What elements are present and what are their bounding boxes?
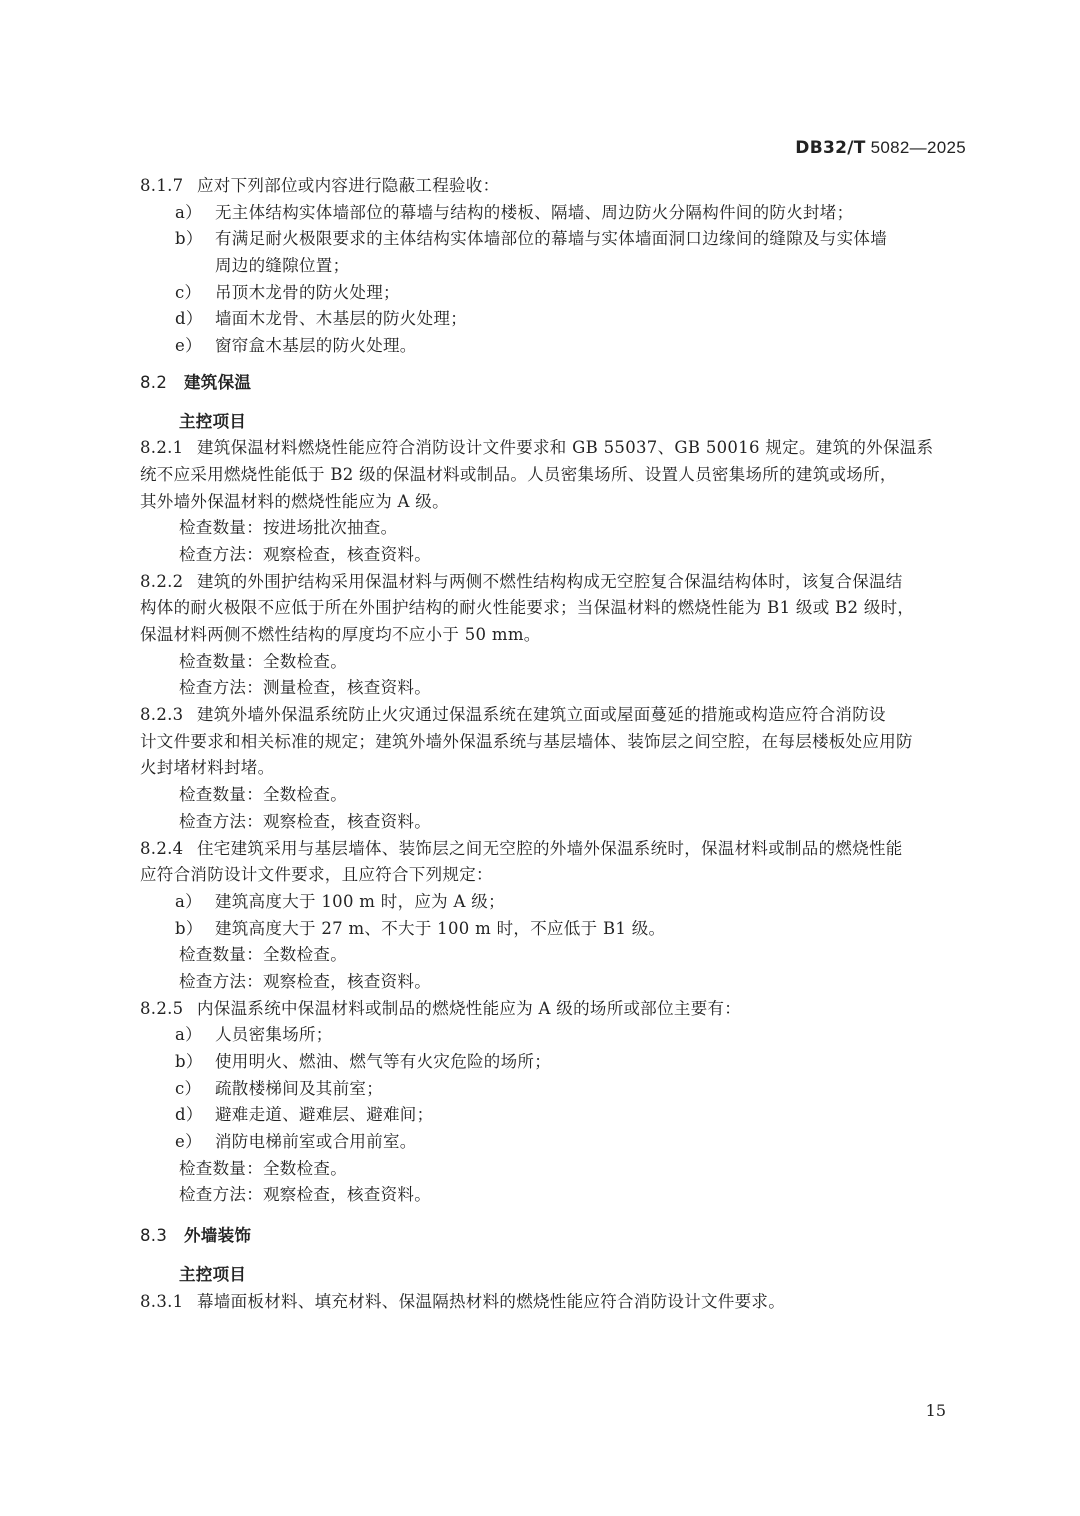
clause-number: 8.2.5	[140, 998, 184, 1018]
item-label: d）	[175, 1105, 203, 1125]
clause-text-line: 应符合消防设计文件要求，且应符合下列规定：	[140, 865, 493, 885]
item-text: 有满足耐火极限要求的主体结构实体墙部位的幕墙与实体墙面洞口边缘间的缝隙及与实体墙	[215, 229, 887, 249]
standard-prefix: DB32/T	[795, 138, 866, 158]
list-item	[140, 280, 966, 307]
clause-text-line: 构体的耐火极限不应低于所在外围护结构的耐火性能要求；当保温材料的燃烧性能为 B1 级或 B2 级时，	[140, 598, 915, 618]
item-label: a）	[175, 1025, 202, 1045]
clause-text: 住宅建筑采用与基层墙体、装饰层之间无空腔的外墙外保温系统时，保温材料或制品的燃烧性能	[197, 838, 903, 858]
clause-text-line: 统不应采用燃烧性能低于 B2 级的保温材料或制品。人员密集场所、设置人员密集场所的建筑或场所，	[140, 464, 897, 484]
clause-text: 应对下列部位或内容进行隐蔽工程验收：	[197, 176, 500, 195]
section-heading-8-3	[140, 1223, 966, 1250]
inspection-method: 检查方法：观察检查，核查资料。	[179, 544, 431, 564]
item-text: 无主体结构实体墙部位的幕墙与结构的楼板、隔墙、周边防火分隔构件间的防火封堵；	[215, 202, 854, 222]
inspection-method: 检查方法：测量检查，核查资料。	[179, 678, 431, 698]
section-title: 外墙装饰	[184, 1226, 252, 1246]
list-item	[140, 226, 966, 253]
list-item	[140, 1049, 966, 1076]
inspection-quantity: 检查数量：全数检查。	[179, 651, 347, 671]
inspection-quantity: 检查数量：全数检查。	[179, 945, 347, 965]
item-label: c）	[175, 282, 202, 302]
clause-text-line: 其外墙外保温材料的燃烧性能应为 A 级。	[140, 491, 449, 511]
list-item	[140, 1076, 966, 1103]
page-number: 15	[925, 1401, 946, 1420]
inspection-method: 检查方法：观察检查，核查资料。	[179, 971, 431, 991]
item-label: e）	[175, 336, 202, 356]
clause-text-line: 计文件要求和相关标准的规定；建筑外墙外保温系统与基层墙体、装饰层之间空腔，在每层楼板处应用防	[140, 731, 913, 751]
clause-8-2-5	[140, 996, 966, 1023]
item-text: 人员密集场所；	[215, 1025, 333, 1045]
item-label: b）	[175, 918, 203, 938]
inspection-method: 检查方法：观察检查，核查资料。	[179, 811, 431, 831]
inspection-method: 检查方法：观察检查，核查资料。	[179, 1185, 431, 1205]
list-item	[140, 889, 966, 916]
clause-number: 8.2.3	[140, 705, 184, 725]
clause-number: 8.1.7	[140, 176, 184, 195]
list-item	[140, 1129, 966, 1156]
item-text: 疏散楼梯间及其前室；	[215, 1078, 383, 1098]
subheading-main-control: 主控项目	[179, 1264, 247, 1284]
inspection-quantity: 检查数量：全数检查。	[179, 1158, 347, 1178]
item-continuation: 周边的缝隙位置；	[215, 256, 350, 276]
item-text: 使用明火、燃油、燃气等有火灾危险的场所；	[215, 1052, 551, 1071]
item-text: 吊顶木龙骨的防火处理；	[215, 282, 400, 302]
clause-8-2-1	[140, 435, 966, 462]
item-label: a）	[175, 202, 202, 222]
clause-number: 8.2.2	[140, 571, 184, 591]
clause-text: 建筑外墙外保温系统防止火灾通过保温系统在建筑立面或屋面蔓延的措施或构造应符合消防设	[197, 705, 886, 725]
item-text: 建筑高度大于 27 m、不大于 100 m 时，不应低于 B1 级。	[215, 918, 666, 938]
item-text: 窗帘盒木基层的防火处理。	[215, 336, 417, 356]
list-item	[140, 306, 966, 333]
section-number: 8.3	[140, 1226, 168, 1246]
inspection-quantity: 检查数量：全数检查。	[179, 785, 347, 805]
item-text: 墙面木龙骨、木基层的防火处理；	[215, 309, 467, 329]
clause-number: 8.2.1	[140, 438, 184, 458]
clause-8-3-1	[140, 1289, 966, 1316]
clause-number: 8.3.1	[140, 1291, 184, 1311]
clause-8-1-7	[140, 173, 966, 200]
clause-text: 内保温系统中保温材料或制品的燃烧性能应为 A 级的场所或部位主要有：	[197, 998, 742, 1018]
item-label: b）	[175, 1052, 203, 1071]
list-item	[140, 333, 966, 360]
clause-text: 建筑的外围护结构采用保温材料与两侧不燃性结构构成无空腔复合保温结构体时，该复合保温结	[197, 571, 903, 591]
inspection-quantity: 检查数量：按进场批次抽查。	[179, 518, 398, 538]
list-item	[140, 916, 966, 943]
clause-8-2-4	[140, 836, 966, 863]
standard-code	[795, 138, 966, 158]
clause-number: 8.2.4	[140, 838, 184, 858]
clause-text-line: 保温材料两侧不燃性结构的厚度均不应小于 50 mm。	[140, 625, 541, 644]
clause-text: 建筑保温材料燃烧性能应符合消防设计文件要求和 GB 55037、GB 50016 规定。建筑的外保温系	[197, 438, 934, 458]
item-label: a）	[175, 891, 202, 911]
item-text: 建筑高度大于 100 m 时，应为 A 级；	[215, 891, 505, 911]
clause-8-2-2	[140, 569, 966, 596]
item-label: e）	[175, 1132, 202, 1152]
subheading-main-control: 主控项目	[179, 411, 247, 431]
item-label: c）	[175, 1078, 202, 1098]
item-label: b）	[175, 229, 203, 249]
item-label: d）	[175, 309, 203, 329]
list-item	[140, 1022, 966, 1049]
list-item	[140, 200, 966, 227]
clause-text-line: 火封堵材料封堵。	[140, 758, 275, 778]
clause-text: 幕墙面板材料、填充材料、保温隔热材料的燃烧性能应符合消防设计文件要求。	[197, 1291, 785, 1311]
list-item	[140, 1102, 966, 1129]
section-heading-8-2	[140, 370, 966, 397]
document-body	[140, 173, 966, 1315]
standard-number: 5082—2025	[870, 138, 966, 157]
item-text: 消防电梯前室或合用前室。	[215, 1132, 417, 1152]
item-text: 避难走道、避难层、避难间；	[215, 1105, 434, 1125]
section-title: 建筑保温	[184, 372, 252, 392]
clause-8-2-3	[140, 702, 966, 729]
section-number: 8.2	[140, 372, 168, 392]
